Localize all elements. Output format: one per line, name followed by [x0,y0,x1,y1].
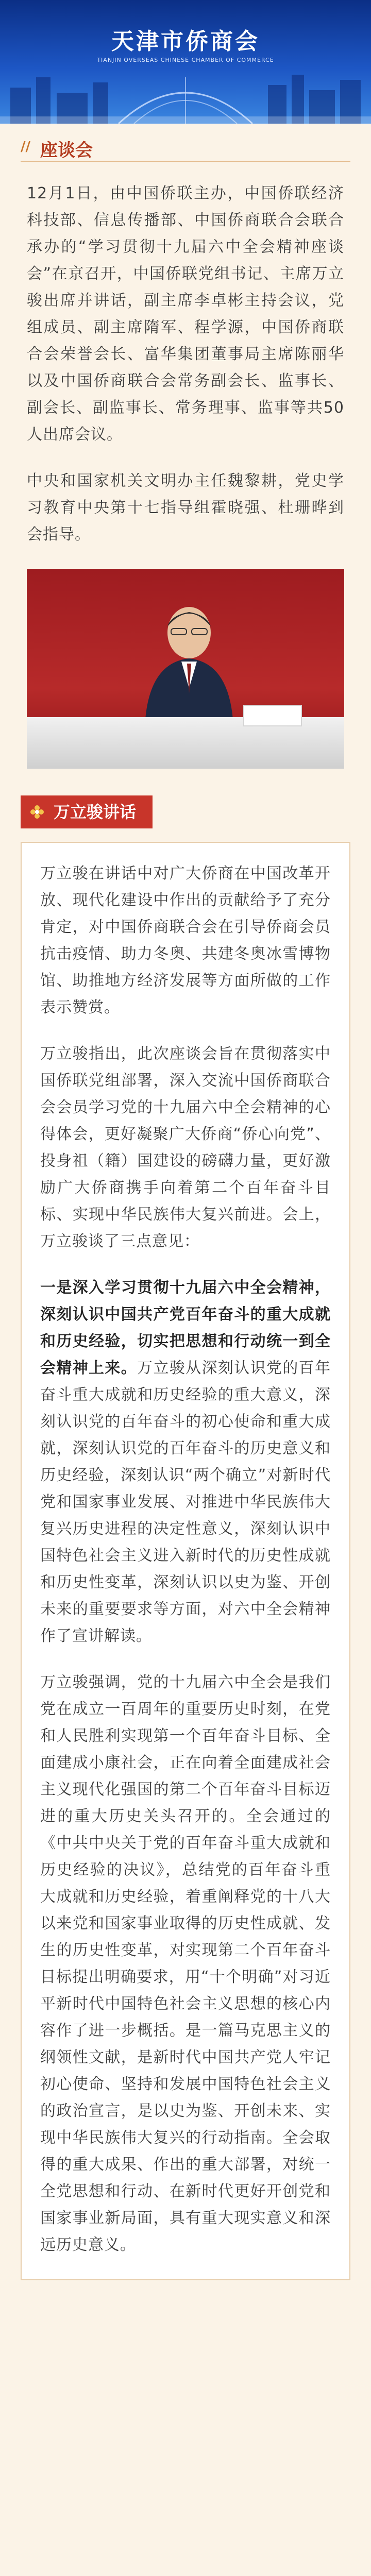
speech-card [21,842,350,2280]
paragraph-text: 万立骏在讲话中对广大侨商在中国改革开放、现代化建设中作出的贡献给予了充分肯定，对中国侨商联合会在引导侨商会员抗击疫情、助力冬奥、共建冬奥冰雪博物馆、助推地方经济发展等方面所做的工作表示赞赏。 [40,865,331,1016]
paragraph [40,1041,331,1255]
section-heading [0,124,371,163]
speaker-figure [140,601,238,719]
paragraph [40,1275,331,1650]
header-banner [0,0,371,124]
paragraph-lead: 一是深入学习贯彻十九届六中全会精神，深刻认识中国共产党百年奋斗的重大成就和历史经验，切实把思想和行动统一到全会精神上来。 [40,1279,331,1377]
paragraph [40,860,331,1021]
section-divider [21,161,350,162]
speech-tag [21,795,371,828]
article-body [0,124,371,2576]
nameplate [243,705,302,726]
paragraph-text: 万立骏从深刻认识党的百年奋斗重大成就和历史经验的重大意义，深刻认识党的百年奋斗的初心使命和重大成就，深刻认识党的百年奋斗的历史意义和历史经验，深刻认识“两个确立”对新时代党和国家事业发展、对推进中华民族伟大复兴历史进程的决定性意义，深刻认识中国特色社会主义进入新时代的历史性成就和历史性变革，深刻认识以史为鉴、开创未来的重要要求等方面，对六中全会精神作了宣讲解读。 [40,1359,331,1645]
paragraph-text: 万立骏指出，此次座谈会旨在贯彻落实中国侨联党组部署，深入交流中国侨商联合会会员学习党的十九届六中全会精神的心得体会，更好凝聚广大侨商“侨心向党”、投身祖（籍）国建设的磅礴力量，更好激励广大侨商携手向着第二个百年奋斗目标、实现中华民族伟大复兴前进。会上，万立骏谈了三点意见： [40,1045,331,1250]
paragraph-text: 万立骏强调，党的十九届六中全会是我们党在成立一百周年的重要历史时刻，在党和人民胜利实现第一个百年奋斗目标、全面建成小康社会，正在向着全面建成社会主义现代化强国的第二个百年奋斗目标迈进的重大历史关头召开的。全会通过的《中共中央关于党的百年奋斗重大成就和历史经验的决议》，总结党的百年奋斗重大成就和历史经验，着重阐释党的十八大以来党和国家事业取得的历史性成就、发生的历史性变革，对实现第二个百年奋斗目标提出明确要求，用“十个明确”对习近平新时代中国特色社会主义思想的核心内容作了进一步概括。是一篇马克思主义的纲领性文献，是新时代中国共产党人牢记初心使命、坚持和发展中国特色社会主义的政治宣言，是以史为鉴、开创未来、实现中华民族伟大复兴的行动指南。全会取得的重大成果、作出的重大部署，对统一全党思想和行动、在新时代更好开创党和国家事业新局面，具有重大现实意义和深远历史意义。 [40,1673,331,2254]
app-subtitle: TIANJIN OVERSEAS CHINESE CHAMBER OF COMMERCE [97,57,274,63]
paragraph [40,1669,331,2259]
flower-icon [30,805,44,819]
section-title: 座谈会 [40,140,93,161]
paragraph: 中央和国家机关文明办主任魏黎耕，党史学习教育中央第十七指导组霍晓强、杜珊晔到会指导。 [27,472,344,544]
speaker-photo [27,569,344,769]
speech-tag-text: 万立骏讲话 [54,802,137,822]
section-mark-icon: // [21,139,30,155]
app-title: 天津市侨商会 [111,28,260,55]
paragraph: 12月1日，由中国侨联主办，中国侨联经济科技部、信息传播部、中国侨商联合会联合承办的“学习贯彻十九届六中全会精神座谈会”在京召开，中国侨联党组书记、主席万立骏出席并讲话，副主席李卓彬主持会议，党组成员、副主席隋军、程学源，中国侨商联合会荣誉会长、富华集团董事局主席陈丽华以及中国侨商联合会常务副会长、监事长、副会长、副监事长、常务理事、监事等共50人出席会议。 [27,184,344,444]
